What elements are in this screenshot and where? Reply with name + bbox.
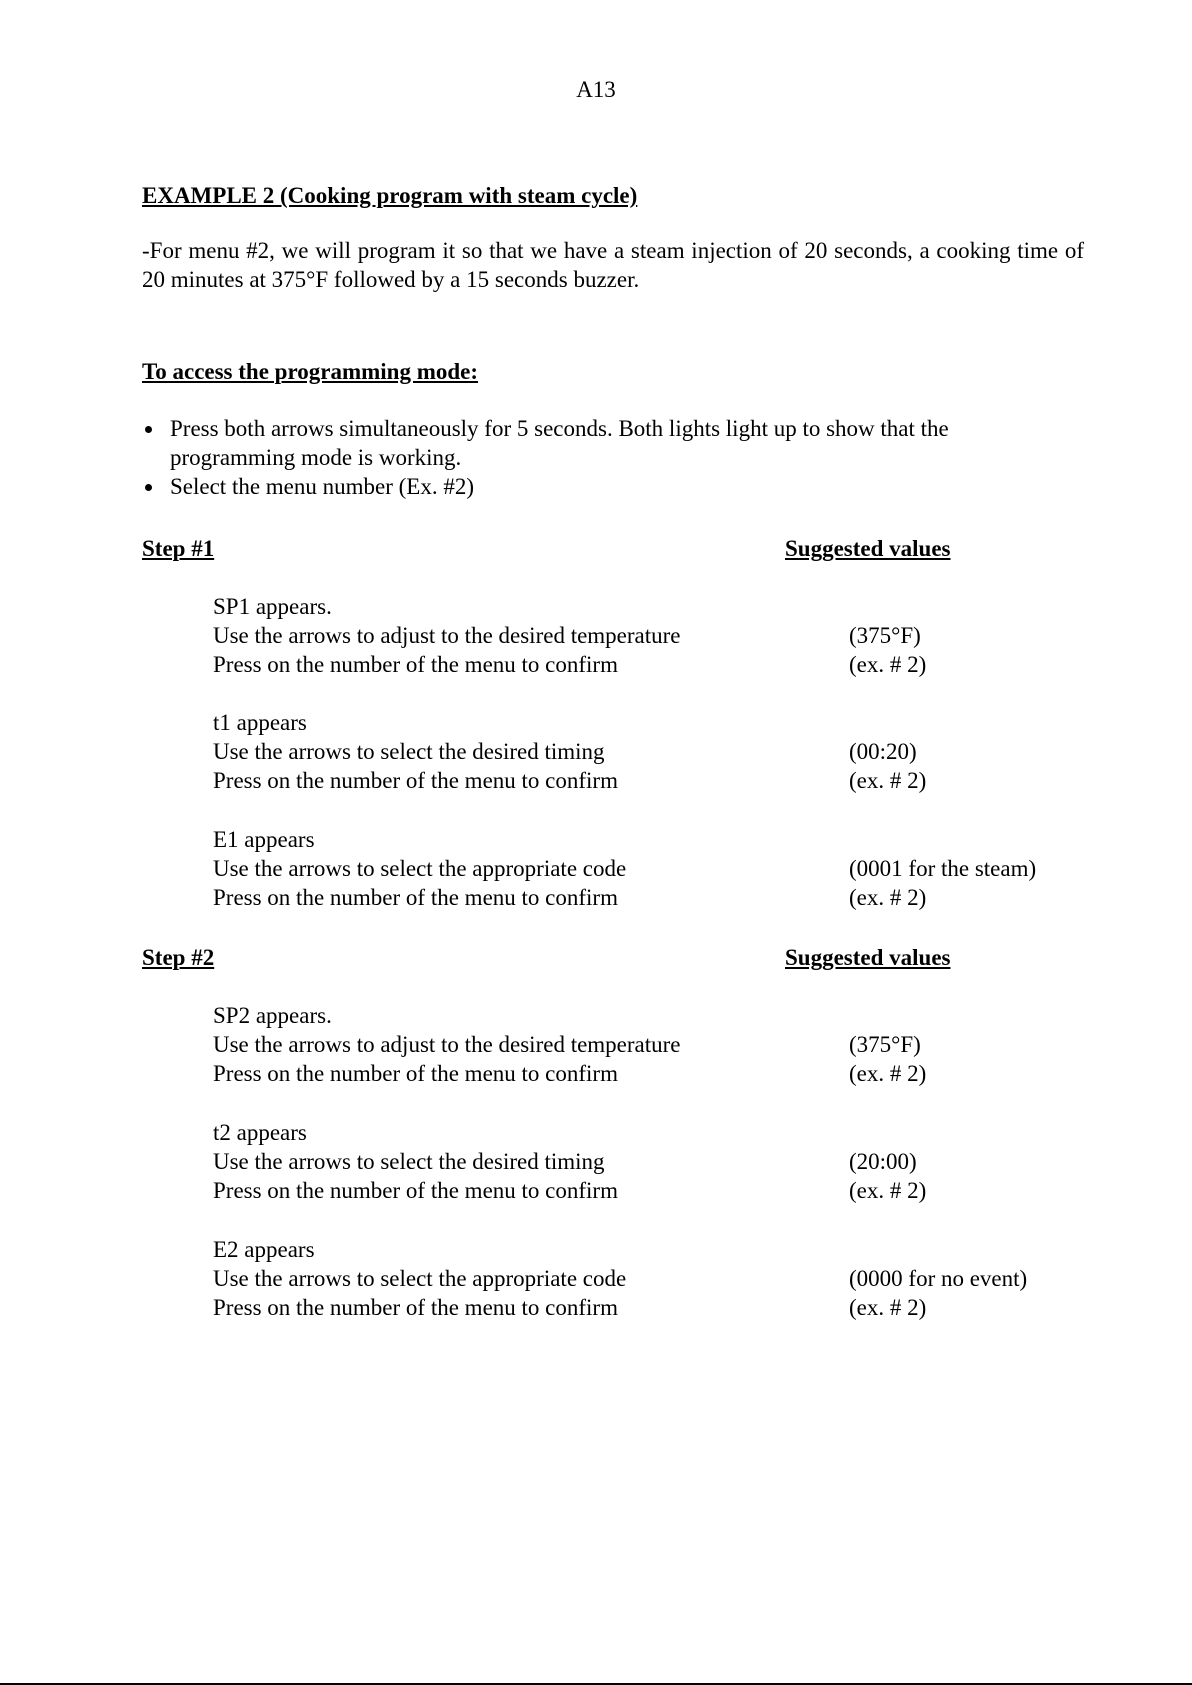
instruction-row (213, 621, 1113, 650)
suggested-value: (0001 for the steam) (849, 856, 1037, 881)
instruction-text: Use the arrows to select the appropriate code (213, 1266, 627, 1291)
instruction-text: Use the arrows to adjust to the desired temperature (213, 623, 681, 648)
bullet-text-continued: programming mode is working. (170, 445, 462, 470)
suggested-value: (375°F) (849, 1032, 921, 1057)
instruction-row (213, 1176, 1113, 1205)
step-1-heading: Step #1 (142, 536, 215, 561)
instruction-row (213, 1059, 1113, 1088)
step-2-suggested-heading: Suggested values (785, 945, 951, 970)
instruction-row (213, 1030, 1113, 1059)
e2-appears-row (213, 1235, 1113, 1264)
list-item (142, 414, 1084, 472)
instruction-row (213, 1293, 1113, 1322)
instruction-text: Use the arrows to select the appropriate code (213, 856, 627, 881)
instruction-text: E1 appears (213, 827, 315, 852)
instruction-text: Press on the number of the menu to confirm (213, 1061, 618, 1086)
list-item (142, 472, 1084, 501)
access-steps-list (142, 414, 1084, 501)
instruction-text: Press on the number of the menu to confirm (213, 1178, 618, 1203)
instruction-text: Press on the number of the menu to confirm (213, 652, 618, 677)
instruction-text: Press on the number of the menu to confirm (213, 768, 618, 793)
step-1-suggested-heading: Suggested values (785, 536, 951, 561)
instruction-row (213, 766, 1113, 795)
instruction-row (213, 854, 1113, 883)
instruction-text: Use the arrows to select the desired timing (213, 1149, 605, 1174)
instruction-row (213, 1147, 1113, 1176)
instruction-row (213, 1264, 1113, 1293)
instruction-row (213, 650, 1113, 679)
instruction-text: Use the arrows to select the desired timing (213, 739, 605, 764)
suggested-value: (ex. # 2) (849, 768, 927, 793)
page-number: A13 (576, 77, 616, 102)
instruction-text: Press on the number of the menu to confirm (213, 1295, 618, 1320)
instruction-text: E2 appears (213, 1237, 315, 1262)
intro-paragraph: -For menu #2, we will program it so that we have a steam injection of 20 seconds, a cooking time of 20 minutes at 375°F followed by a 15 seconds buzzer. (142, 238, 1084, 292)
e1-appears-row (213, 825, 1113, 854)
suggested-value: (ex. # 2) (849, 1295, 927, 1320)
suggested-value: (ex. # 2) (849, 885, 927, 910)
sp1-appears-row (213, 592, 1113, 621)
instruction-text: SP1 appears. (213, 594, 332, 619)
step-2-heading: Step #2 (142, 945, 215, 970)
t1-appears-row (213, 708, 1113, 737)
instruction-text: t2 appears (213, 1120, 307, 1145)
suggested-value: (375°F) (849, 623, 921, 648)
bullet-text: Press both arrows simultaneously for 5 seconds. Both lights light up to show that the (170, 416, 949, 441)
suggested-value: (00:20) (849, 739, 917, 764)
suggested-value: (ex. # 2) (849, 652, 927, 677)
suggested-value: (ex. # 2) (849, 1061, 927, 1086)
example-title: EXAMPLE 2 (Cooking program with steam cycle) (142, 183, 638, 208)
bullet-icon (145, 484, 152, 491)
access-heading: To access the programming mode: (142, 359, 479, 384)
suggested-value: (ex. # 2) (849, 1178, 927, 1203)
t2-appears-row (213, 1118, 1113, 1147)
instruction-text: t1 appears (213, 710, 307, 735)
instruction-row (213, 737, 1113, 766)
instruction-text: SP2 appears. (213, 1003, 332, 1028)
instruction-row (213, 883, 1113, 912)
instruction-text: Use the arrows to adjust to the desired temperature (213, 1032, 681, 1057)
bullet-text: Select the menu number (Ex. #2) (170, 474, 475, 499)
sp2-appears-row (213, 1001, 1113, 1030)
bullet-icon (145, 426, 152, 433)
instruction-text: Press on the number of the menu to confirm (213, 885, 618, 910)
suggested-value: (0000 for no event) (849, 1266, 1028, 1291)
suggested-value: (20:00) (849, 1149, 917, 1174)
